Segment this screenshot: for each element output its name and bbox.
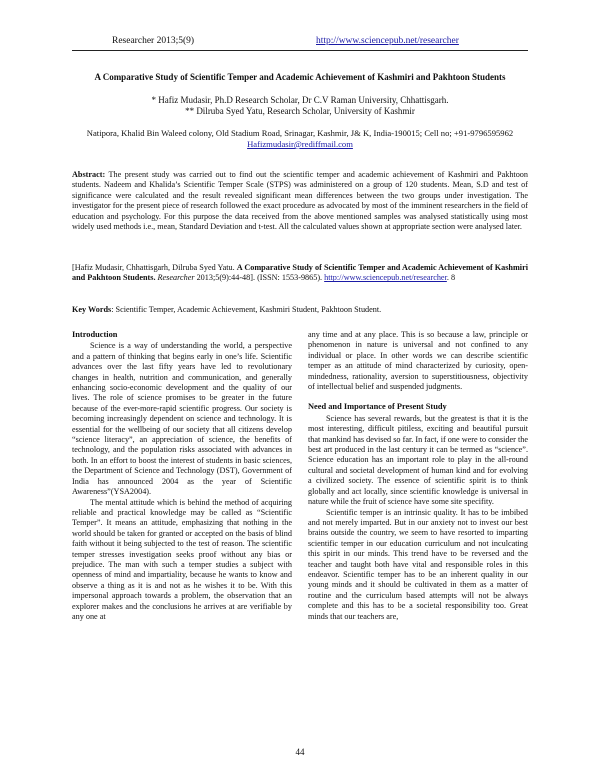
address-text: Natipora, Khalid Bin Waleed colony, Old Stadium Road, Srinagar, Kashmir, J& K, India-190015; Cell no; +91-9796595962	[86, 128, 514, 138]
section-spacer	[308, 392, 528, 402]
author-1: * Hafiz Mudasir, Ph.D Research Scholar, Dr C.V Raman University, Chhattisgarh.	[151, 95, 449, 105]
paper-title: A Comparative Study of Scientific Temper and Academic Achievement of Kashmiri and Pakhtoon Students	[94, 72, 506, 82]
journal-url-link[interactable]: http://www.sciencepub.net/researcher	[316, 36, 459, 46]
abstract-label: Abstract:	[72, 170, 106, 179]
abstract-text: The present study was carried out to find out the scientific temper and academic achievement of Kashmiri and Pakhtoon students. Nadeem and Khalida’s Scientific Temper Scale (STPS) was administered on a group of 120 students. Mean, S.D and test of significance were calculated and the result revealed significant mean differences between the two groups under investigation. The investigator for the present piece of research followed the exact procedure as advocated by most of the imminent researchers in the field of education and psychology. For this purpose the data received from the above mentioned samples was analysed statistically using most widely used methods i.e., mean, Standard Deviation and t-test. All the calculated values shown at appropriate section were analysed later.	[72, 170, 528, 232]
abstract	[72, 170, 528, 232]
author-address	[72, 128, 528, 150]
running-header	[72, 36, 528, 51]
citation-journal: Researcher	[155, 273, 195, 283]
section-heading-introduction: Introduction	[72, 330, 118, 339]
keywords-label: Key Words	[72, 305, 112, 314]
citation-prefix: [Hafiz Mudasir, Chhattisgarh, Dilruba Syed Yatu.	[72, 263, 237, 272]
page-number: 44	[295, 747, 305, 757]
citation-details: 2013;5(9):44-48]. (ISSN: 1553-9865).	[194, 273, 323, 283]
intro-paragraph-1: Science is a way of understanding the world, a perspective and a pattern of thinking that begins early in one’s life. Scientific advances over the last fifty years have led to revolutionary changes in health, nutrition and communication, and generally enhancing socio-economic development and the quality of our lives. The role of science promises to be greater in the future because of the ever-more-rapid scientific progress. Our society is becoming increasingly dependent on science and technology. It is essential for the wellbeing of our society that all citizens develop “science literacy”, an appreciation of science, the benefits of technology, and the population risks associated with advances in both. In an effort to boost the interest of students in basic sciences, the Department of Science and Technology (DST), Government of India has announced 2004 as the year of Scientific Awareness”(YSA2004).	[72, 341, 292, 497]
keywords-text: : Scientific Temper, Academic Achievement, Kashmiri Student, Pakhtoon Student.	[111, 305, 382, 314]
citation-title: A Comparative Study of Scientific Temper and Academic Achievement of Kashmiri and Pakhtoon Students.	[72, 263, 528, 283]
keywords	[72, 305, 528, 315]
author-list	[72, 95, 528, 117]
right-column	[308, 330, 528, 622]
journal-citation: Researcher 2013;5(9)	[112, 36, 195, 46]
citation-suffix: . 8	[446, 273, 456, 283]
email-link[interactable]: Hafizmudasir@rediffmail.com	[247, 139, 353, 149]
need-paragraph-2: Scientific temper is an intrinsic quality. It has to be imbibed and not merely imparted. But in our anxiety not to invest our best brains outside the country, we seem to have resorted to imparting scientific temper in our education curriculum and not inculcating this spirit in our minds. This trend have to be reversed and the teacher and taught both have vital and responsible roles in this endeavor. Scientific temper has to be an inherent quality in our young minds and it should be cultivated in them as a matter of routine and the curriculum based attempts will not be always complete and this has to be a societal responsibility too. Great minds that our teachers are,	[308, 507, 528, 621]
citation	[72, 263, 528, 284]
intro-paragraph-2: The mental attitude which is behind the method of acquiring reliable and practical knowledge may be called as “Scientific Temper”. It means an attitude, emphasizing that nothing in the world should be taken for granted or accepted on the basis of blind faith without it being subjected to the test of reason. The scientific temper stresses investigation seeks proof without any bias or prejudice. The man with such a temper studies a subject with openness of mind and impartiality, because he wants to know and observe a thing as it is and not as he wishes it to be. With this impersonal approach towards a problem, the observation that an explorer makes and the conclusions he arrives at are verifiable by any one at	[72, 497, 292, 621]
author-2: ** Dilruba Syed Yatu, Research Scholar, University of Kashmir	[185, 106, 415, 116]
citation-link[interactable]: http://www.sciencepub.net/researcher	[324, 273, 447, 283]
section-heading-need: Need and Importance of Present Study	[308, 402, 447, 412]
left-column	[72, 330, 292, 622]
intro-paragraph-continued: any time and at any place. This is so because a law, principle or phenomenon in nature is universal and not confined to any individual or place. In other words we can describe scientific temper as an attitude of mind characterized by curiosity, open-mindedness, rationality, aversion to superstitiousness, objectivity of intellectual belief and suspended judgments.	[308, 330, 528, 392]
need-paragraph-1: Science has several rewards, but the greatest is that it is the most interesting, difficult pitiless, exciting and beautiful pursuit that mankind has devised so far. In fact, if one were to consider the best art produced in the last century it can be termed as “science”. Science education has an important role to play in the all-round cultural and societal development of human kind and for evolving a civilized society. The essence of scientific spirit is to think globally and act locally, since scientific knowledge is universal in nature while the fruit of science have some site specifity.	[308, 413, 528, 507]
